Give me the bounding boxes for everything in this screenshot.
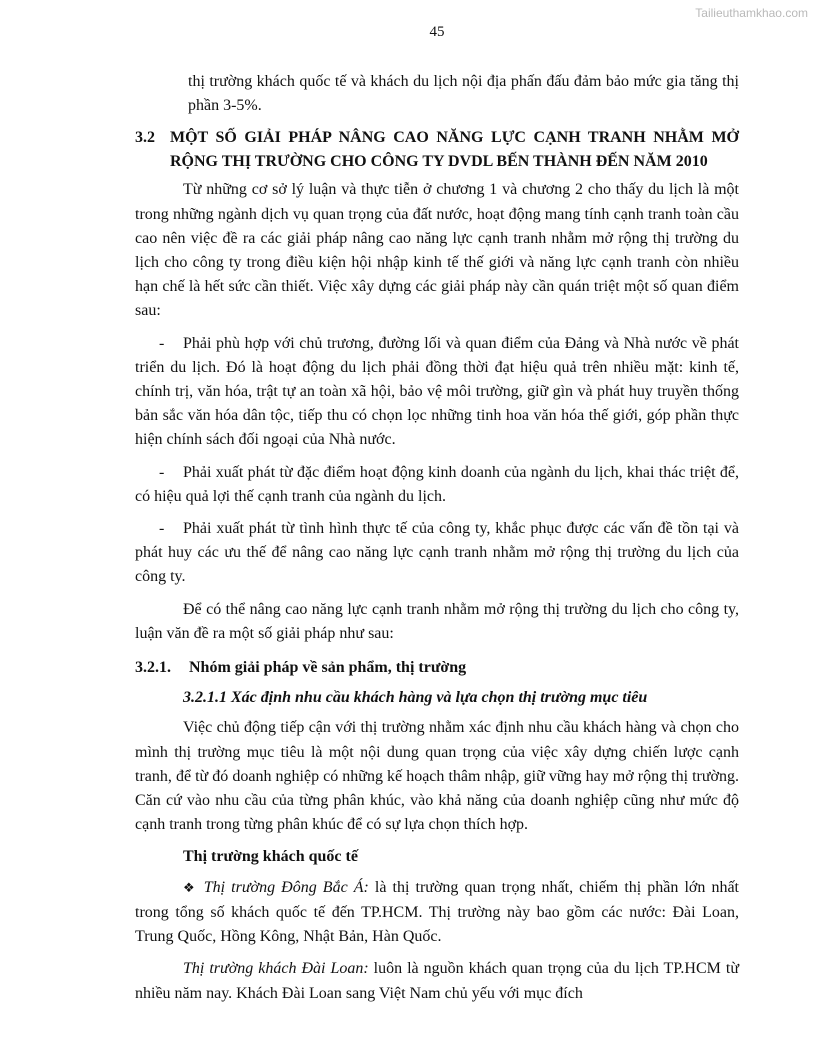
subsubsection-number: 3.2.1.1 [183, 689, 227, 707]
solutions-paragraph: Để có thể nâng cao năng lực cạnh tranh nhằm mở rộng thị trường du lịch cho công ty, luận văn đề ra một số giải pháp như sau: [135, 600, 739, 642]
diamond-bullet-icon: ❖ [183, 880, 197, 896]
market-paragraph: Việc chủ động tiếp cận với thị trường nhằm xác định nhu cầu khách hàng và chọn cho mình thị trường mục tiêu là một nội dung quan trọng của việc xây dựng chiến lược cạnh tranh, để từ đó doanh nghiệp có những kế hoạch thâm nhập, giữ vững hay mở rộng thị trường. Căn cứ vào nhu cầu của từng phân khúc, vào khả năng của doanh nghiệp cũng như mức độ cạnh tranh trong từng phân khúc để có sự lựa chọn thích hợp. [135, 719, 739, 834]
section-heading [135, 126, 739, 174]
list-item [135, 332, 739, 453]
subsubsection-heading [135, 686, 739, 710]
taiwan-paragraph [135, 957, 739, 1005]
continuation-paragraph: thị trường khách quốc tế và khách du lịch nội địa phấn đấu đảm bảo mức gia tăng thị phần 3-5%. [188, 73, 739, 115]
list-item [135, 517, 739, 590]
section-title: MỘT SỐ GIẢI PHÁP NÂNG CAO NĂNG LỰC CẠNH TRANH NHẰM MỞ RỘNG THỊ TRƯỜNG CHO CÔNG TY DVDL BẾN THÀNH ĐẾN NĂM 2010 [170, 129, 739, 171]
page-number: 45 [429, 24, 445, 40]
list-item-text: Phải xuất phát từ đặc điểm hoạt động kinh doanh của ngành du lịch, khai thác triệt để, có hiệu quả lợi thế cạnh tranh của ngành du lịch. [135, 463, 739, 505]
northeast-asia-text: là thị trường quan trọng nhất, chiếm thị phần lớn nhất trong tổng số khách quốc tế đến TP.HCM. Thị trường này bao gồm các nước: Đài Loan, Trung Quốc, Hồng Kông, Nhật Bản, Hàn Quốc. [135, 878, 740, 946]
subsection-number: 3.2.1. [135, 659, 171, 677]
intl-market-heading: Thị trường khách quốc tế [183, 848, 358, 866]
subsection-heading [135, 656, 739, 680]
taiwan-text: luôn là nguồn khách quan trọng của du lịch TP.HCM từ nhiều năm nay. Khách Đài Loan sang Việt Nam chủ yếu với mục đích [135, 960, 739, 1002]
subsection-title: Nhóm giải pháp về sản phẩm, thị trường [189, 659, 467, 677]
subsubsection-title: Xác định nhu cầu khách hàng và lựa chọn thị trường mục tiêu [231, 689, 648, 707]
list-item [135, 461, 739, 509]
dash-marker: - [159, 463, 165, 481]
watermark: Tailieuthamkhao.com [695, 6, 808, 20]
list-item-text: Phải xuất phát từ tình hình thực tế của công ty, khắc phục được các vấn đề tồn tại và phát huy các ưu thế để nâng cao năng lực cạnh tranh nhằm mở rộng thị trường du lịch của công ty. [135, 520, 739, 586]
intro-paragraph: Từ những cơ sở lý luận và thực tiễn ở chương 1 và chương 2 cho thấy du lịch là một trong những ngành dịch vụ quan trọng của đất nước, hoạt động mang tính cạnh tranh toàn cầu cao nên việc đề ra các giải pháp nâng cao năng lực cạnh tranh nhằm mở rộng thị trường du lịch cho công ty trong điều kiện hội nhập kinh tế thế giới và năng lực cạnh tranh còn nhiều hạn chế là hết sức cần thiết. Việc xây dựng các giải pháp này cần quán triệt một số quan điểm sau: [135, 181, 739, 320]
northeast-asia-label: Thị trường Đông Bắc Á: [203, 878, 369, 896]
section-number: 3.2 [135, 129, 155, 147]
dash-marker: - [159, 520, 165, 538]
northeast-asia-paragraph [135, 876, 739, 950]
document-body [135, 70, 739, 1006]
dash-marker: - [159, 334, 165, 352]
taiwan-label: Thị trường khách Đài Loan: [183, 960, 369, 978]
list-item-text: Phải phù hợp với chủ trương, đường lối và quan điểm của Đảng và Nhà nước về phát triển du lịch. Đó là hoạt động du lịch phải đồng thời đạt hiệu quả trên nhiều mặt: kinh tế, chính trị, văn hóa, trật tự an toàn xã hội, bảo vệ môi trường, giữ gìn và phát huy truyền thống bản sắc văn hóa dân tộc, tiếp thu có chọn lọc những tinh hoa văn hóa thế giới, góp phần thực hiện chính sách đối ngoại của Nhà nước. [135, 334, 739, 449]
